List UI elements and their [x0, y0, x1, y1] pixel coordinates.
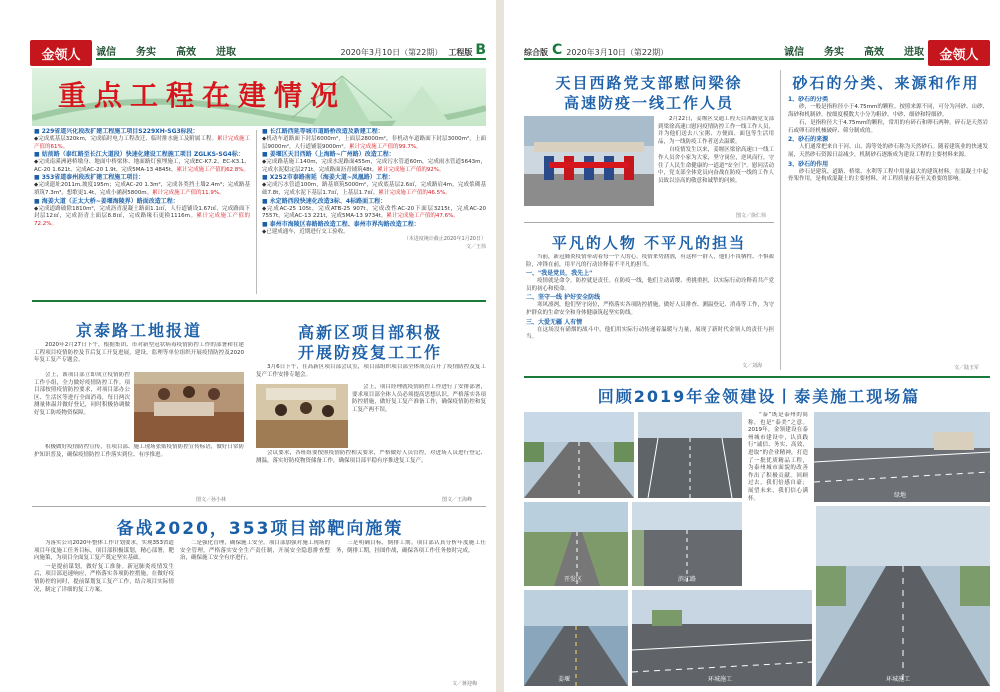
masthead-bar-right — [524, 40, 924, 60]
masthead-logo-right: 金领人 — [928, 40, 990, 66]
headline-banner — [32, 68, 486, 126]
section-divider — [32, 300, 486, 302]
left-newspaper-page — [0, 0, 496, 692]
headline-title: 重点工程在建情况 — [57, 79, 346, 112]
project-item-7: ■ X252市泰路南延（海姜大道~凤凰路）工程： ◆完成污水管道100m，路基填筑5000m²，完成底基层2.6㎡，完成路肩4m，完成浆砌基础7.8t，完成水泥下基层1.7㎡，上基层1.7㎡。累计完成施工产值的46.5%。 — [262, 174, 486, 196]
review-title: 回顾2019年金领建设丨泰美施工现场篇 — [597, 387, 921, 406]
photo-label-6: 环城施工 — [886, 676, 911, 683]
beizhan-col-2: 二是强化管理，确保施工安全。项目部加强对施工现场的安全管理，严格落实安全生产责任制，开展安全隐患排查整治，确保施工安全有序进行。 — [180, 540, 330, 562]
jingtai-title: 京泰路工地报道 — [75, 321, 202, 340]
tianmu-credit: 图文／徐仁伟 — [736, 213, 767, 219]
photo-label-4: 姜堰 — [558, 676, 571, 683]
project-item-3: ■ 353省道泰州段改扩建工程施工项目： ◆完成遗址2011m,坡度195m；完成AC-20 1.3m²，完成各类挡土墙2.4m³；完成路基填筑7.3m³，想歌更1.4t，完成小涵洞5800m。累计完成施工产值的11.9%。 — [34, 174, 250, 196]
project-item-9: ■ 泰州市海陵区春路路改造工程、泰州市界沟路改造工程： ◆已建成通车，近期进行交工验收。 — [262, 220, 420, 235]
column-divider — [256, 130, 257, 294]
right-column-divider — [780, 70, 781, 370]
photo-label-2: 滨江路 — [678, 576, 697, 583]
masthead-logo: 金领人 — [30, 40, 92, 66]
gaoxin-credit: 图文／王海峰 — [442, 497, 473, 503]
gaoxin-intro: 3月6日下午，在高新区项目部会议室，项目部组织项目部全体成员召开了疫情防控及复工复产工作安排专题会。 — [256, 364, 486, 378]
gaoxin-body-right: 会上，项目经理就疫情防控工作进行了安排部署，要求项目部全体人员必须提高思想认识，严格落实各项防控措施，做好复工复产准备工作，确保疫情防控和复工复产两不误。 — [352, 384, 486, 413]
project-item-4: ■ 海姜大道（正太大桥~姜堰海陵界）路面改造工程： ◆完成道路破除1810m²，完成沥青混凝土路面1.1㎡，人行道铺设1.67㎡，完成路面下封层12㎡，完成沥青上面层8.8㎡，完成路缘石更换1116m。累计完成施工产值的72.2%。 — [34, 197, 250, 227]
projects-column-left — [34, 128, 250, 296]
beizhan-title: 备战2020，353项目部靶向施策 — [116, 519, 404, 539]
masthead-slogans — [96, 43, 236, 58]
sand-body: 1、砂石的分类 砂，一般是指粒径小于4.75mm的颗粒。按照来源不同，可分为河砂、山砂、海砂和机制砂。按细度模数大小分为粗砂、中砂、细砂和特细砂。 石，是指粒径大于4.75mm的颗粒，常用的有碎石和卵石两种。碎石是天然岩石或卵石经机械破碎、筛分制成的。 2、砂石的来源 人们通常把来自于河、山、海等处的砂石称为天然砂石。随着建筑业的快速发展，天然砂石资源日益减少，机制砂石逐渐成为建设工程的主要材料来源。 3、砂石的作用 砂石是建筑、道路、桥梁、水利等工程中用量最大的建筑材料，在混凝土中起骨架作用，是构成混凝土的主要材料，对工程质量有着至关重要的影响。 — [788, 96, 988, 183]
gaoxin-title-line1: 高新区项目部积极 — [297, 323, 442, 342]
review-photo-7 — [632, 590, 812, 686]
jingtai-body-bottom: 积极做好疫情防控宣传，在项目部、施工现场张贴疫情防控宣传标语，做好日常防护知识普及，确保疫情防控工作落实到位、有序推进。 — [34, 444, 244, 458]
review-photo-8 — [816, 506, 990, 686]
sand-credit: 文／陆玉军 — [954, 365, 980, 371]
masthead-bar-left — [96, 40, 486, 60]
jingtai-intro: 2020年2月27日下午，根据集团、市对新型冠状病毒疫情防控工作的部署和在建工程项目疫情防控及节后复工开复进展，建设、监理等单位组织开展疫情防控及2020年复工复产专题会。 — [34, 342, 244, 364]
beizhan-col-3: 三是明确目标，倒排工期。项目部认真分析年度施工任务，倒排工期，挂图作战，确保各项工作任务按时完成。 — [336, 540, 486, 554]
beizhan-col-1: 为落实公司2020年整体工作计划要求，实现353省道项目年度施工任务目标，项目部积极谋划，精心部署，靶向施策，为项目全面复工复产奠定坚实基础。 一是提前谋划，做好复工准备。新冠肺炎疫情发生后，项目部迅速响应，严格落实各项防控措施，在做好疫情防控的同时，提前谋划复工复产工作，结合项目实际情况，制定了详细的复工方案。 — [34, 540, 174, 593]
pingfan-title: 平凡的人物 不平凡的担当 — [551, 234, 747, 252]
review-text: “泰”既是泰州的简称，也是“泰美”之意。2019年，金领建设在泰州城市建设中，认真践行“诚信、务实、高效、进取”的企业精神，打造了一批优质精品工程，为泰州城市面貌的改善作出了积极贡献。回顾过去，我们倍感自豪；展望未来，我们信心满怀。 — [748, 412, 808, 502]
gaoxin-title-line2: 开展防疫复工工作 — [297, 343, 442, 362]
editor-credit: 文／王伟 — [465, 243, 486, 250]
gaoxin-body-bottom: 会议要求，各班组要按照疫情防控相关要求，严格做好人员管控，对进场人员进行登记、测温，落实好防疫物资储备工作，确保项目部平稳有序推进复工复产。 — [256, 450, 486, 464]
tianmu-body: 2月22日，姜堰区交通工程天目西路党支部到梁徐高速口慰问疫情防控工作一线工作人员，并为他们送去八宝粥、方便面、面包等生活用品，为一线防疫工作者送去温暖。 自疫情发生以来，姜堰区梁徐高速口一线工作人员舍小家为大家，坚守岗位，逆风而行，守住了人民生命健康的一道道"安全门"。慰问活动中，党支部全体党员向奋战在防疫一线的工作人员致以崇高的敬意和诚挚的问候。 — [658, 116, 774, 184]
project-item-1: ■ 229省道兴化段改扩建工程施工项目S229XH-SG3标段： ◆完成底基层320km，完成临时电力工程改迁、临时排水施工及附属工程。累计完成施工产值的61%。 — [34, 128, 250, 150]
right-divider-1 — [524, 222, 774, 223]
edition-label-right: 综合版 — [524, 48, 548, 57]
right-newspaper-page — [504, 0, 1000, 692]
pingfan-body: 当前，新冠肺炎疫情牵动着每一个人的心。疫情来势汹汹，有这样一群人，他们不畏牺牲、不惧艰险，冲锋在前，用平凡的行动诠释着不平凡的担当。 一、"我是党员，我先上" 疫情就是命令，防控就是责任。在防疫一线，他们主动请缨、勇挑重担，以实际行动诠释着共产党员的初心和使命。 二、坚守一线 护好安全防线 寒风凛冽，他们坚守岗位，严格落实各项防控措施，做好人员排查、测温登记、消毒等工作，为守护群众的生命安全和身体健康筑起坚实防线。 三、大爱无疆 人有情 在这场没有硝烟的战斗中，他们用实际行动传递着温暖与力量，展现了新时代金领人的责任与担当。 — [526, 254, 774, 341]
review-photo-3 — [524, 502, 628, 586]
review-photo-6 — [524, 590, 628, 686]
slogan-right-1: 诚信 — [784, 47, 804, 58]
review-photo-5 — [814, 412, 990, 502]
section-divider-2 — [32, 506, 486, 507]
page-gutter — [496, 0, 504, 692]
slogan-4: 进取 — [216, 47, 236, 58]
review-photo-2 — [638, 412, 742, 498]
review-photo-4 — [632, 502, 742, 586]
right-divider-2 — [524, 376, 990, 378]
tianmu-title-line2: 高速防疫一线工作人员 — [563, 94, 734, 112]
photo-label-5: 环城施工 — [708, 676, 733, 683]
slogan-right-3: 高效 — [864, 47, 884, 58]
project-item-6: ■ 姜堰区天目西路（上海路~广州路）改造工程： ◆完成路基施工140m，完成水泥路面455m，完成污水管道60m，完成雨水管道5643m，完成水泥稳定层271t，完成路面沥青铺筑48t。累计完成施工产值的92%。 — [262, 151, 486, 173]
gaoxin-meeting-photo — [256, 384, 348, 448]
projects-column-right — [262, 128, 486, 296]
project-item-5: ■ 长江路西延等城市道路桥改造及新建工程： ◆机动车道路面下封层6000m²，上面层28000m²，非机动车道路面下封层3000m²，上面层9000m²，人行道铺装9000m²。累计完成施工产值的99.7%。 — [262, 128, 486, 150]
jingtai-body-left: 会上，该项目部立即成立疫情防控工作小组，全力做好疫情防控工作。项目部按照疫情防控要求，对项目部办公区、生活区等进行全面消毒，每日两次测量体温并做好登记，同时积极协调做好复工防疫物资保障。 — [34, 372, 130, 416]
issue-date-right: 2020年3月10日（第22期） — [566, 48, 669, 57]
masthead-slogans-right — [784, 43, 924, 58]
slogan-2: 务实 — [136, 47, 156, 58]
tianmu-photo — [524, 116, 654, 206]
slogan-right-2: 务实 — [824, 47, 844, 58]
page-letter-right: C — [552, 42, 563, 58]
photo-label-1: 开发区 — [564, 576, 583, 583]
beizhan-credit: 文／蒋迎梅 — [452, 681, 478, 687]
slogan-1: 诚信 — [96, 47, 116, 58]
review-photo-1 — [524, 412, 634, 498]
jingtai-credit: 图文／孙小林 — [196, 497, 227, 503]
edition-label: 工程版 — [448, 48, 473, 57]
project-item-8: ■ 永定路西段快速化改造3标、4标路面工程： ◆完成AC-25 105t，完成ATB-25 907t，完成改性AC-20下面层3215t，完成AC-20 7557t，完成AC-13 221t，完成5MA-13 9734t。累计完成施工产值的47.6%。 — [262, 197, 486, 220]
page-letter: B — [475, 42, 486, 58]
issue-date: 2020年3月10日（第22期） — [340, 48, 443, 57]
slogan-right-4: 进取 — [904, 47, 924, 58]
slogan-3: 高效 — [176, 47, 196, 58]
photo-label-3: 绿地 — [894, 492, 907, 499]
data-cutoff-note: （本进度统计截止2020年1月20日） — [403, 236, 486, 243]
meeting-photo — [134, 372, 244, 442]
project-item-2: ■ 姑前路（泰红路至长江大道段）快速化建设工程施工项目 ZGLKS-SG4标： ◆完成南溪洲港桥墩身、地面中桥梁体、地面路灯预埋施工，完成EC-K7.2、EC-K3.1、AC-20 1.621t、完成AC-20 1.9t、完成5MA-13 4845t。累计完成施工产值的62.8%。 — [34, 151, 250, 173]
sand-title: 砂石的分类、来源和作用 — [792, 74, 980, 92]
tianmu-title-line1: 天目西路党支部慰问梁徐 — [555, 74, 743, 92]
pingfan-credit: 文／刘海 — [742, 363, 763, 369]
